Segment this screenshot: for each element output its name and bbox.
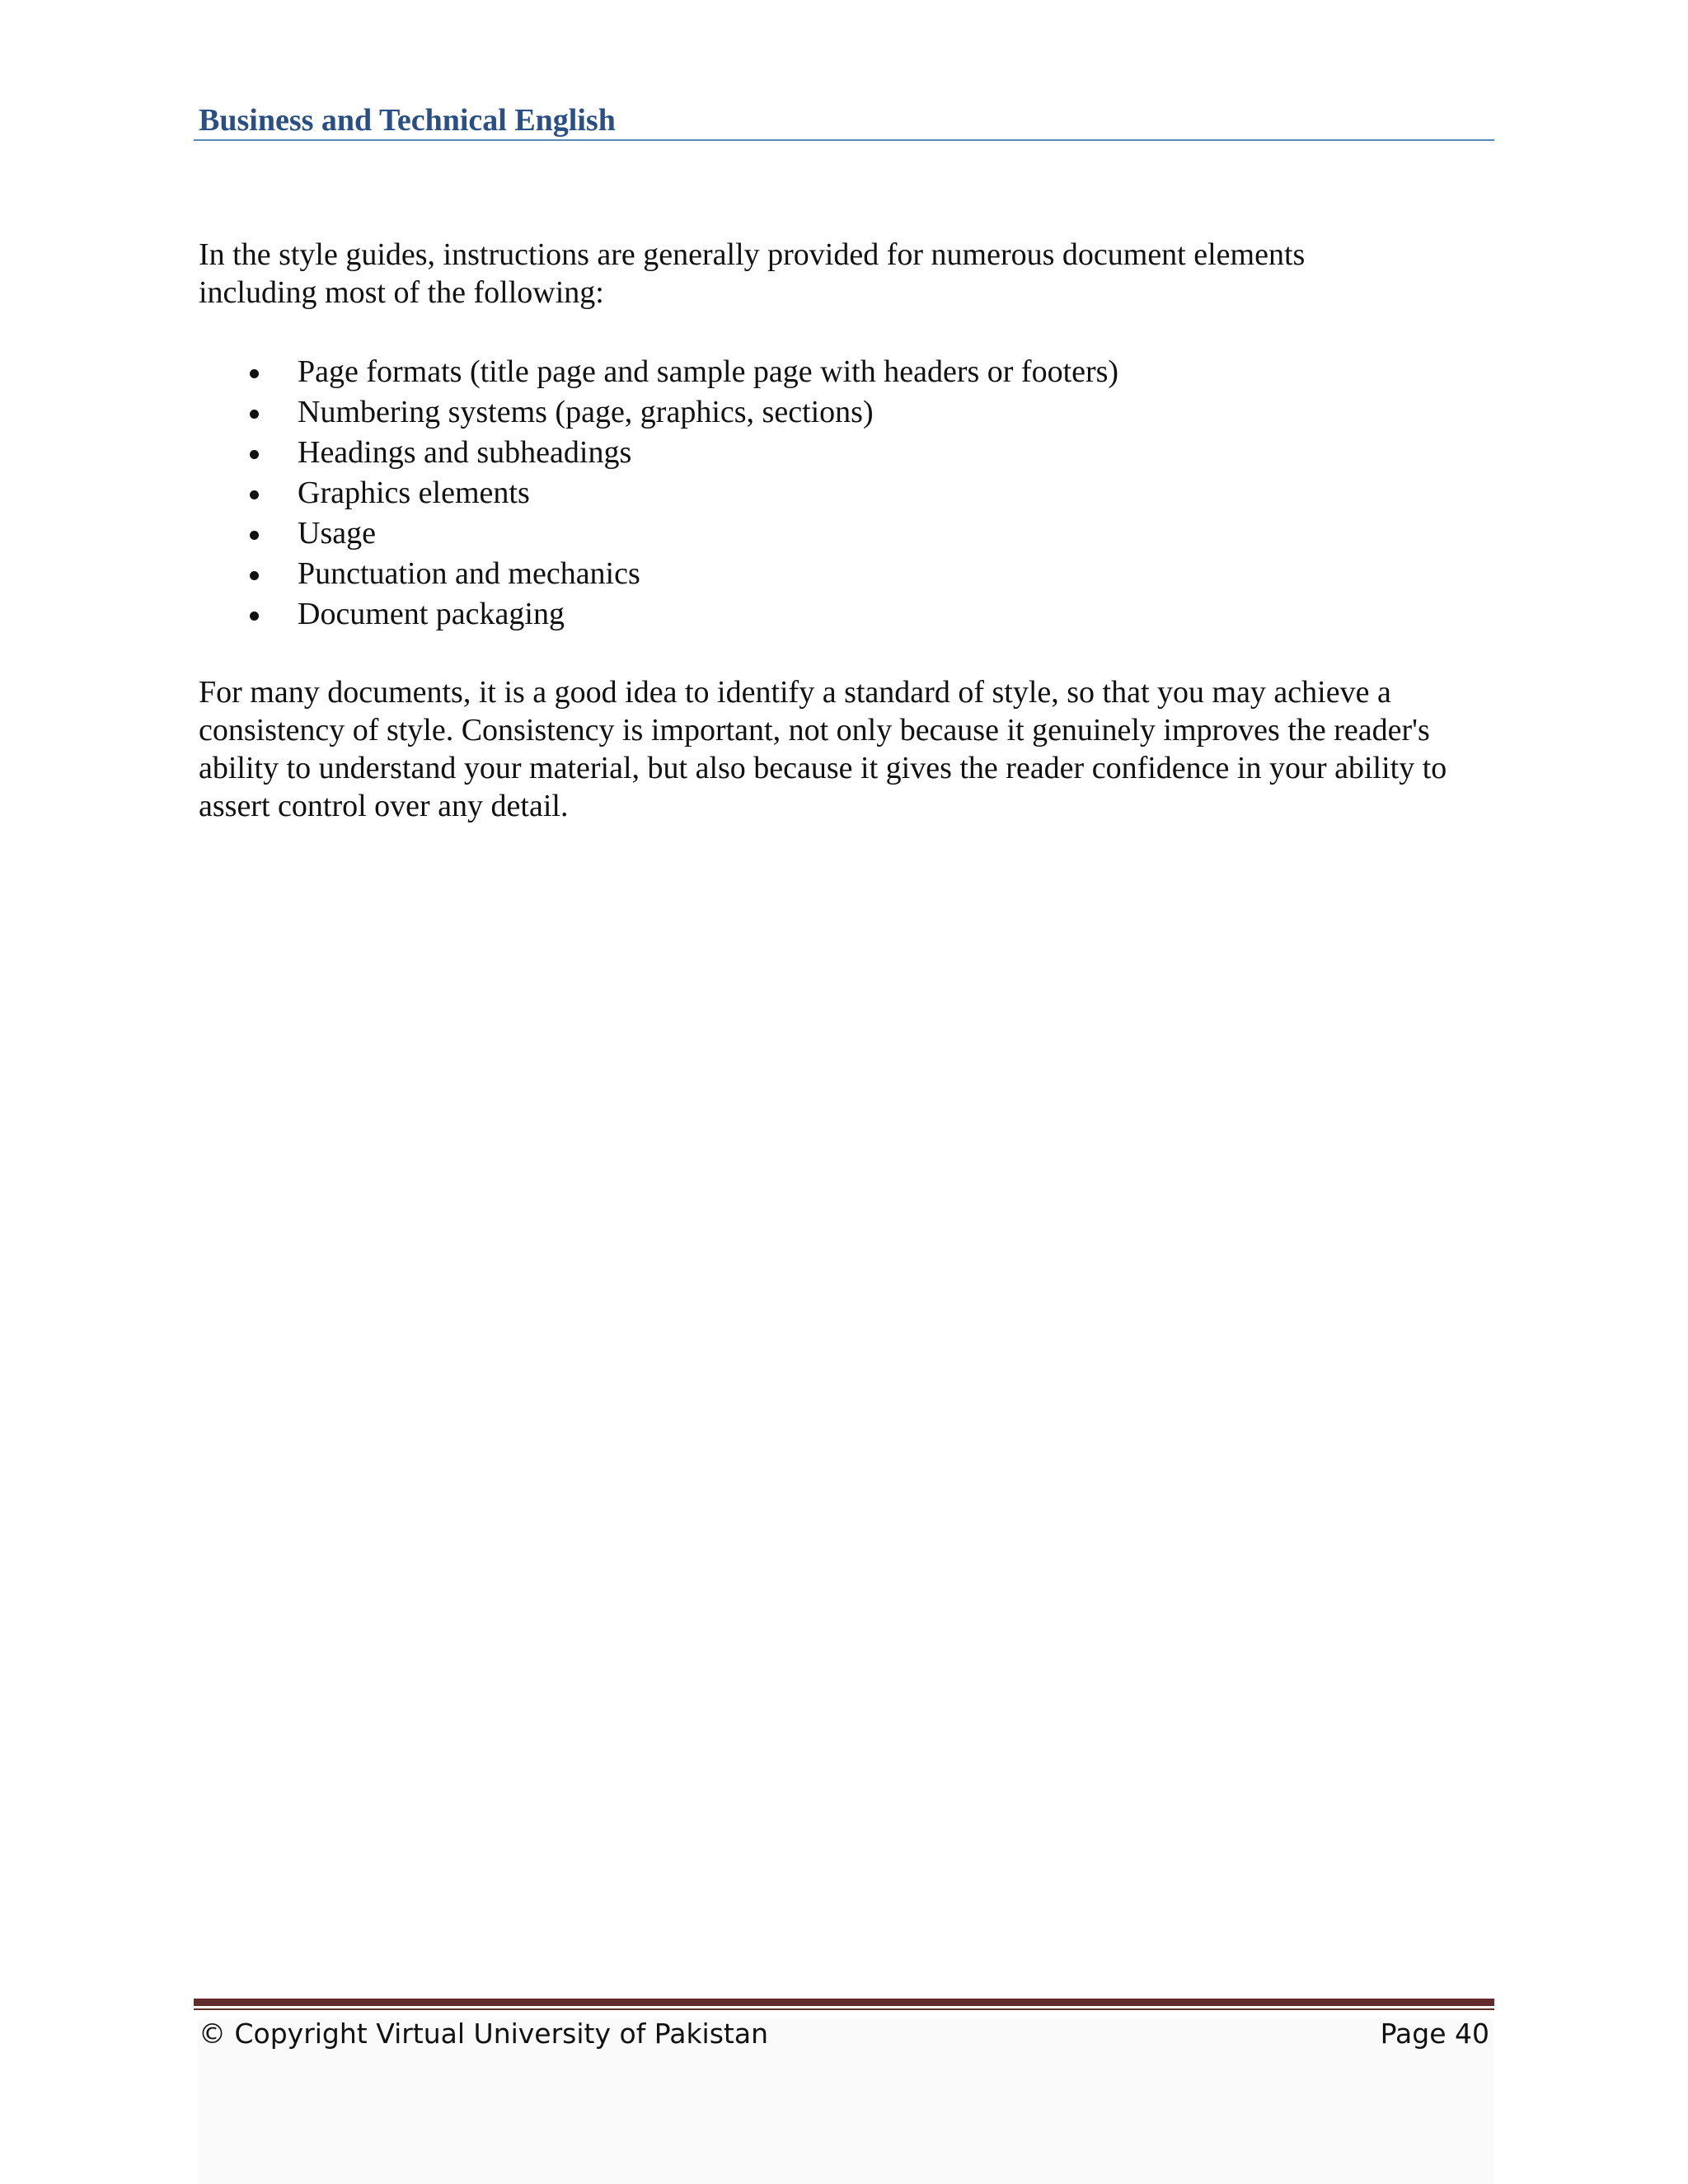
page-footer (199, 2013, 1489, 2055)
list-item (199, 473, 1494, 513)
header-divider (194, 139, 1494, 141)
list-item-text: Graphics elements (298, 476, 530, 510)
page-body (199, 236, 1494, 825)
list-item-text: Page formats (title page and sample page with headers or footers) (298, 354, 1119, 389)
list-item (199, 594, 1494, 635)
bullet-icon (250, 531, 259, 540)
list-item (199, 513, 1494, 554)
list-item (199, 554, 1494, 594)
running-header-title: Business and Technical English (199, 103, 616, 138)
bullet-icon (250, 571, 259, 580)
footer-divider-thin (194, 2008, 1494, 2010)
bullet-icon (250, 612, 259, 621)
list-item-text: Punctuation and mechanics (298, 556, 640, 591)
page-number: Page 40 (1380, 2018, 1489, 2050)
bullet-icon (250, 450, 259, 459)
list-item-text: Document packaging (298, 597, 565, 631)
list-item (199, 392, 1494, 433)
list-item (199, 433, 1494, 473)
style-elements-list (199, 352, 1494, 635)
list-item (199, 352, 1494, 392)
page-header (199, 97, 1494, 143)
copyright-notice: © Copyright Virtual University of Pakistan (199, 2018, 768, 2050)
bullet-icon (250, 490, 259, 499)
closing-paragraph: For many documents, it is a good idea to identify a standard of style, so that you may achieve a consistency of style. Consistency is important, not only because it genuinely improves the reader's ability to understand your material, but also because it gives the reader confidence in your ability to assert control over any detail. (199, 675, 1447, 823)
list-item-text: Numbering systems (page, graphics, sections) (298, 395, 874, 429)
footer-divider-thick (194, 1999, 1494, 2006)
intro-paragraph: In the style guides, instructions are generally provided for numerous document elements including most of the following: (199, 237, 1306, 310)
list-item-text: Usage (298, 516, 376, 551)
list-item-text: Headings and subheadings (298, 435, 632, 470)
bullet-icon (250, 369, 259, 378)
bullet-icon (250, 410, 259, 419)
